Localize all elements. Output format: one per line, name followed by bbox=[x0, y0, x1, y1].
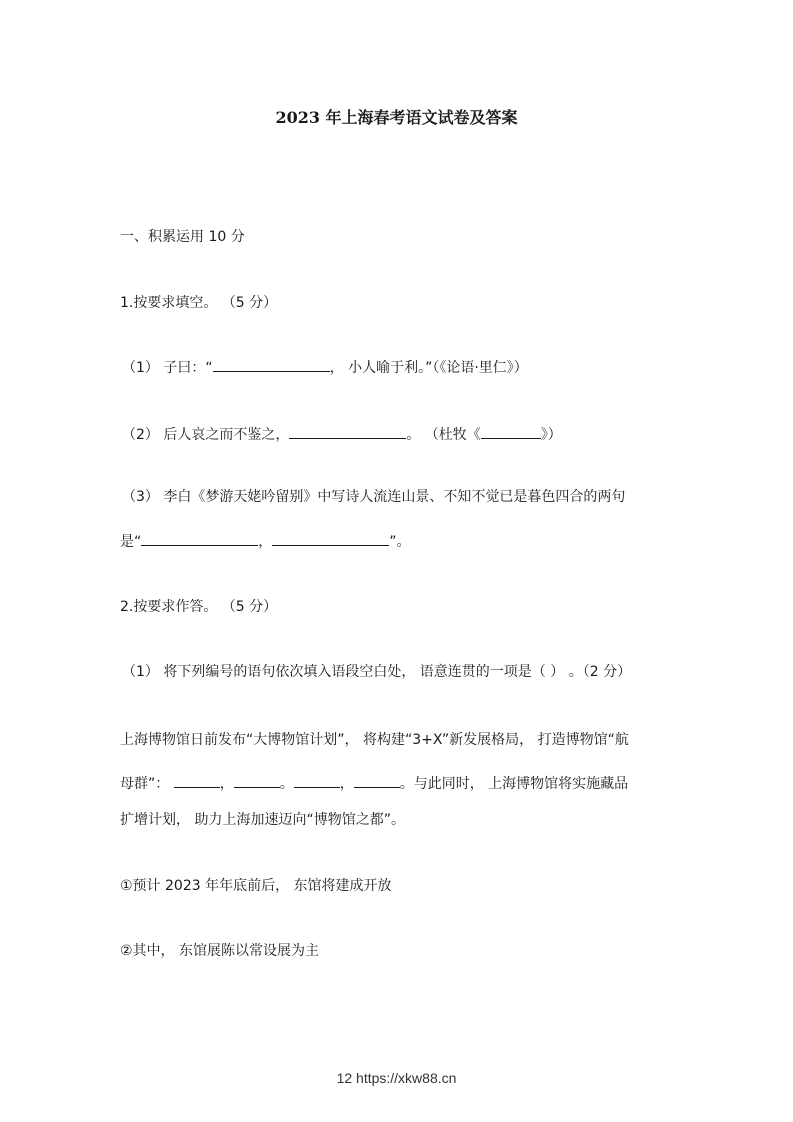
question-1-item-2 bbox=[122, 424, 562, 445]
item-text: ， bbox=[258, 534, 273, 550]
question-1-item-3-line-2 bbox=[120, 531, 411, 552]
item-text: ， bbox=[219, 776, 234, 792]
item-text: 母群”： bbox=[120, 776, 170, 792]
item-text: （1） 子曰：“ bbox=[122, 360, 213, 376]
answer-blank bbox=[294, 773, 340, 788]
section-heading: 一、积累运用 10 分 bbox=[120, 229, 245, 245]
question-2-item-1: （1） 将下列编号的语句依次填入语段空白处， 语意连贯的一项是（ ） 。（2 分） bbox=[122, 664, 632, 680]
question-1-item-1 bbox=[122, 357, 528, 378]
answer-blank bbox=[213, 357, 330, 372]
item-text: 。与此同时， 上海博物馆将实施藏品 bbox=[399, 776, 629, 792]
answer-blank bbox=[141, 531, 258, 546]
item-text: ”。 bbox=[389, 534, 411, 550]
question-1-item-3-line-1: （3） 李白《梦游天姥吟留别》中写诗人流连山景、不知不觉已是暮色四合的两句 bbox=[122, 489, 626, 505]
answer-blank bbox=[174, 773, 220, 788]
option-1: ①预计 2023 年年底前后， 东馆将建成开放 bbox=[120, 878, 392, 894]
answer-blank bbox=[289, 424, 406, 439]
passage-line-1: 上海博物馆日前发布“大博物馆计划”， 将构建“3+X”新发展格局， 打造博物馆“航 bbox=[120, 732, 629, 748]
option-2: ②其中， 东馆展陈以常设展为主 bbox=[120, 943, 320, 959]
page-title: 2023 年上海春考语文试卷及答案 bbox=[275, 108, 518, 127]
item-text: 。 bbox=[279, 776, 294, 792]
answer-blank bbox=[234, 773, 280, 788]
item-text: （2） 后人哀之而不鉴之， bbox=[122, 427, 290, 443]
item-text: ， bbox=[339, 776, 354, 792]
item-text: 》） bbox=[540, 427, 562, 443]
question-1-heading: 1.按要求填空。 （5 分） bbox=[120, 295, 278, 311]
answer-blank bbox=[481, 424, 541, 439]
page-footer: 12 https://xkw88.cn bbox=[336, 1070, 457, 1086]
passage-line-2 bbox=[120, 773, 628, 794]
passage-line-3: 扩增计划， 助力上海加速迈向“博物馆之都”。 bbox=[120, 812, 405, 828]
answer-blank bbox=[354, 773, 400, 788]
item-text: ， 小人喻于利。”（《论语·里仁》） bbox=[329, 360, 528, 376]
item-text: 是“ bbox=[120, 534, 142, 550]
item-text: 。 （杜牧《 bbox=[406, 427, 481, 443]
question-2-heading: 2.按要求作答。 （5 分） bbox=[120, 599, 278, 615]
answer-blank bbox=[272, 531, 389, 546]
